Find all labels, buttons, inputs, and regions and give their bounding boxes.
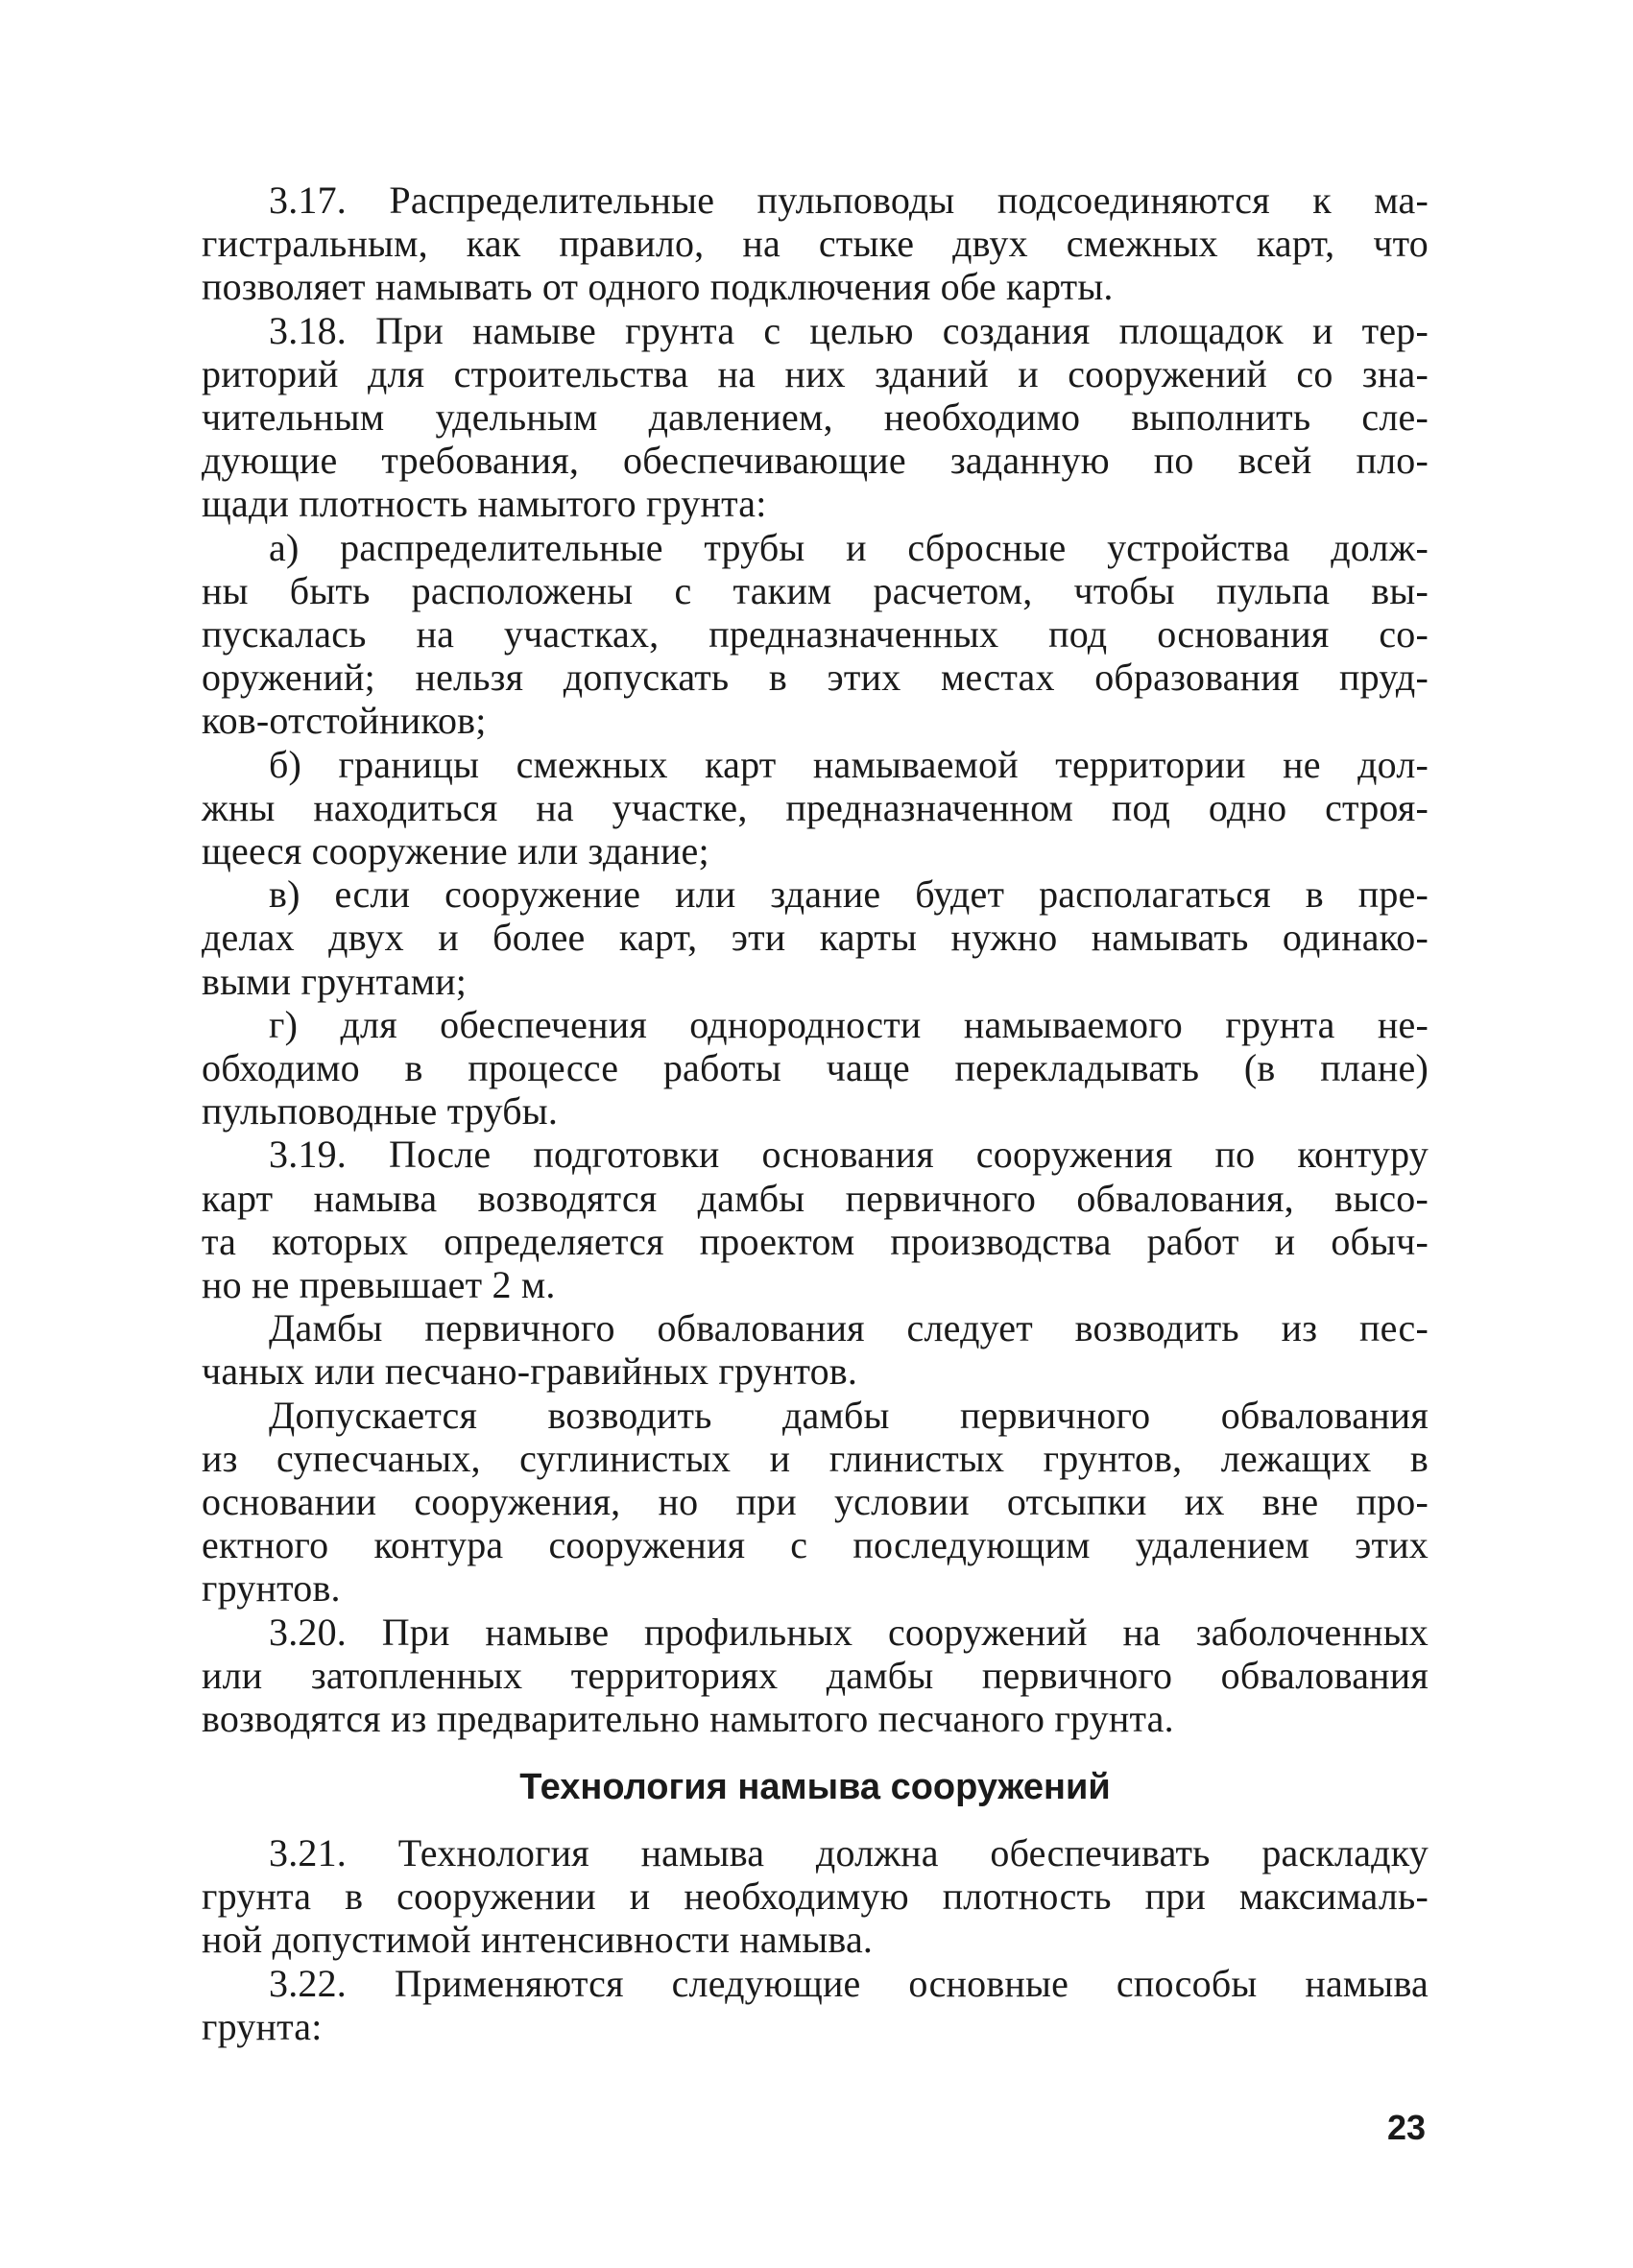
text-line: ектного контура сооружения с последующим удалением этих <box>202 1523 1429 1566</box>
text-line: 3.19. После подготовки основания сооружения по контуру <box>269 1133 1429 1176</box>
text-line: из супесчаных, суглинистых и глинистых грунтов, лежащих в <box>202 1437 1429 1480</box>
text-line: а) распределительные трубы и сбросные устройства долж- <box>269 526 1429 569</box>
text-line: 3.20. При намыве профильных сооружений на заболоченных <box>269 1611 1429 1654</box>
text-line: оружений; нельзя допускать в этих местах образования пруд- <box>202 656 1429 699</box>
text-line: возводятся из предварительно намытого песчаного грунта. <box>202 1697 1174 1740</box>
text-line: позволяет намывать от одного подключения обе карты. <box>202 265 1114 308</box>
text-line: риторий для строительства на них зданий и сооружений со зна- <box>202 352 1429 395</box>
text-line: грунта: <box>202 2005 323 2048</box>
section-heading: Технология намыва сооружений <box>519 1767 1111 1807</box>
text-line: чительным удельным давлением, необходимо выполнить сле- <box>202 395 1429 439</box>
text-line: основании сооружения, но при условии отсыпки их вне про- <box>202 1480 1429 1523</box>
text-line: Допускается возводить дамбы первичного обвалования <box>269 1394 1429 1437</box>
text-line: выми грунтами; <box>202 960 468 1003</box>
text-line: пульповодные трубы. <box>202 1089 559 1133</box>
text-line: грунтов. <box>202 1566 341 1610</box>
text-line: в) если сооружение или здание будет располагаться в пре- <box>269 872 1429 916</box>
text-line: дующие требования, обеспечивающие заданную по всей пло- <box>202 439 1429 482</box>
text-line: б) границы смежных карт намываемой территории не дол- <box>269 743 1429 786</box>
text-line: гистральным, как правило, на стыке двух смежных карт, что <box>202 222 1429 265</box>
text-line: щади плотность намытого грунта: <box>202 482 767 525</box>
text-line: щееся сооружение или здание; <box>202 829 709 872</box>
text-line: 3.22. Применяются следующие основные способы намыва <box>269 1962 1429 2005</box>
text-line: чаных или песчано-гравийных грунтов. <box>202 1349 858 1393</box>
text-line: или затопленных территориях дамбы первичного обвалования <box>202 1654 1429 1697</box>
text-line: жны находиться на участке, предназначенном под одно строя- <box>202 786 1429 829</box>
text-line: г) для обеспечения однородности намываемого грунта не- <box>269 1003 1429 1046</box>
text-line: делах двух и более карт, эти карты нужно намывать одинако- <box>202 916 1429 959</box>
text-line: та которых определяется проектом производства работ и обыч- <box>202 1220 1429 1263</box>
text-line: 3.18. При намыве грунта с целью создания площадок и тер- <box>269 309 1429 352</box>
text-line: 3.21. Технология намыва должна обеспечивать раскладку <box>269 1831 1429 1874</box>
page-number: 23 <box>1386 2108 1426 2147</box>
text-line: Дамбы первичного обвалования следует возводить из пес- <box>269 1306 1429 1349</box>
text-line: но не превышает 2 м. <box>202 1263 556 1306</box>
text-line: обходимо в процессе работы чаще перекладывать (в плане) <box>202 1046 1429 1089</box>
text-line: грунта в сооружении и необходимую плотность при максималь- <box>202 1874 1429 1918</box>
text-line: ной допустимой интенсивности намыва. <box>202 1918 874 1961</box>
text-line: карт намыва возводятся дамбы первичного обвалования, высо- <box>202 1177 1429 1220</box>
text-line: ков-отстойников; <box>202 699 487 742</box>
text-line: пускалась на участках, предназначенных под основания со- <box>202 612 1429 656</box>
text-line: ны быть расположены с таким расчетом, чтобы пульпа вы- <box>202 569 1429 612</box>
text-line: 3.17. Распределительные пульповоды подсоединяются к ма- <box>269 179 1429 222</box>
